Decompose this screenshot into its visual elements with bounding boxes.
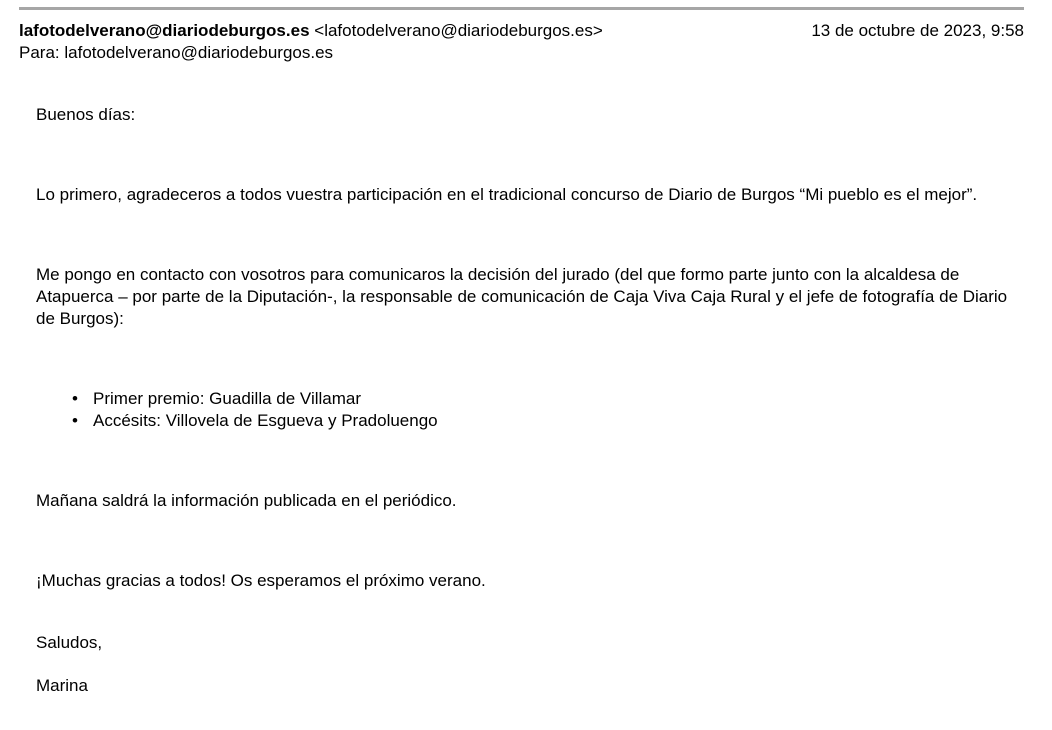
sender-name: lafotodelverano@diariodeburgos.es: [19, 21, 310, 40]
to-label: Para:: [19, 43, 60, 62]
email-body: [36, 104, 1016, 697]
signature: Marina: [36, 676, 88, 695]
bullet-icon: •: [72, 389, 78, 408]
email-header: [19, 20, 1024, 64]
thanks-paragraph: ¡Muchas gracias a todos! Os esperamos el próximo verano.: [36, 571, 486, 590]
intro-paragraph: Lo primero, agradeceros a todos vuestra participación en el tradicional concurso de Diario de Burgos “Mi pueblo es el mejor”.: [36, 185, 978, 204]
prize-text: Primer premio: Guadilla de Villamar: [93, 389, 362, 408]
bullet-icon: •: [72, 411, 78, 430]
top-divider: [19, 7, 1024, 10]
decision-paragraph: Me pongo en contacto con vosotros para comunicaros la decisión del jurado (del que formo parte junto con la alcaldesa de Atapuerca – por parte de la Diputación-, la responsable de comunicación de Caja Viva Caja Rural y el jefe de fotografía de Diario de Burgos):: [36, 265, 1008, 328]
greeting: Buenos días:: [36, 105, 136, 124]
sender-address: <lafotodelverano@diariodeburgos.es>: [314, 21, 603, 40]
closing-regards: Saludos,: [36, 633, 103, 652]
news-paragraph: Mañana saldrá la información publicada en el periódico.: [36, 491, 457, 510]
recipient-address: lafotodelverano@diariodeburgos.es: [64, 43, 334, 62]
prize-text: Accésits: Villovela de Esgueva y Pradoluengo: [93, 411, 438, 430]
to-row: [19, 42, 1024, 64]
email-date: 13 de octubre de 2023, 9:58: [811, 21, 1024, 40]
list-item: [72, 388, 1016, 410]
from-row: [19, 20, 1024, 42]
prize-list: [36, 388, 1016, 432]
list-item: [72, 410, 1016, 432]
